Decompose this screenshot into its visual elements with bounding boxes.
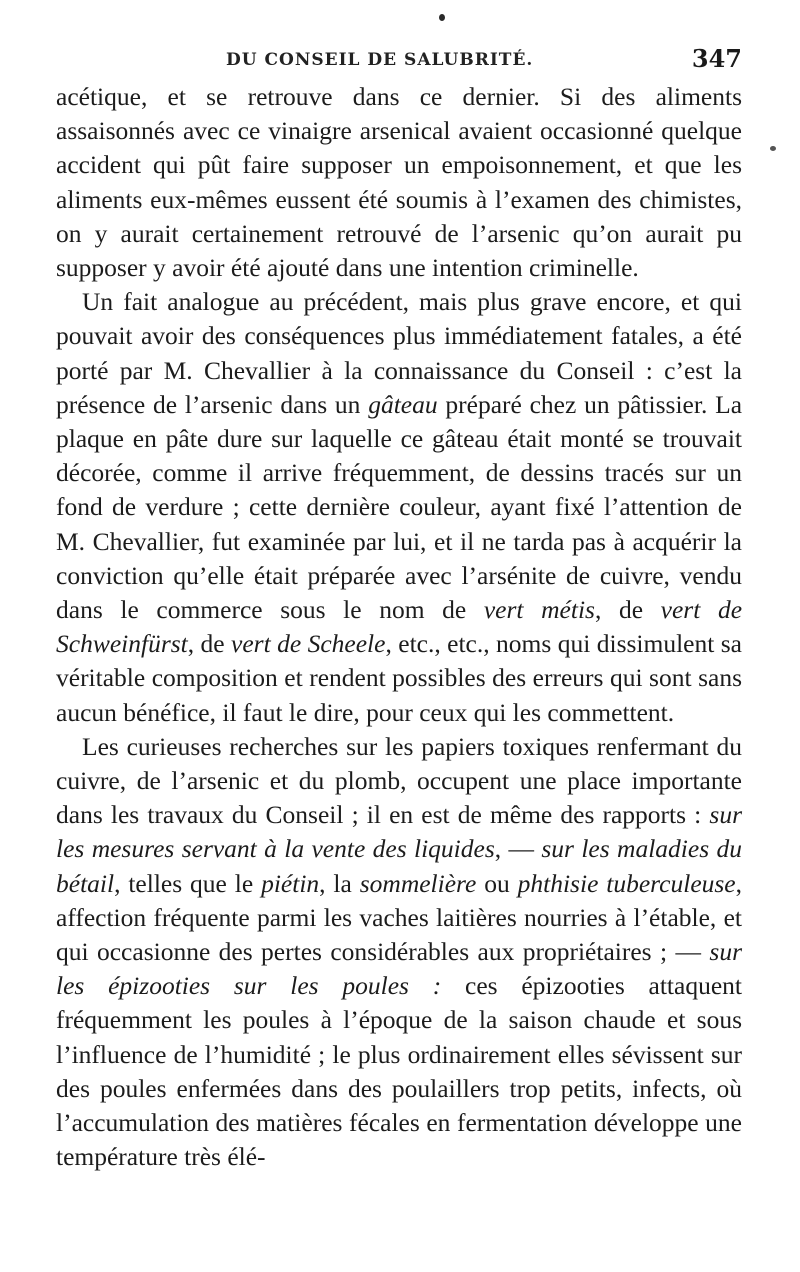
paragraph xyxy=(56,285,742,730)
body-text xyxy=(56,80,742,1175)
text-run: Un fait analogue au précédent, mais plus grave encore, et qui pouvait avoir des conséquences plus immédiatement fatales, a été porté par M. Chevallier à la connaissance du Conseil : c’est la présence de l’arsenic dans un xyxy=(56,287,742,419)
text-run: , etc., etc., noms qui dissimulent sa véritable composition et rendent possibles des erreurs qui sont sans aucun bénéfice, il faut le dire, pour ceux qui les commettent. xyxy=(56,629,742,727)
page-header xyxy=(56,44,742,80)
italic-text: sur les épizooties sur les poules : xyxy=(56,937,742,1001)
text-run: , — xyxy=(494,834,542,864)
paragraph xyxy=(56,80,742,285)
italic-text: sur les maladies du bétail xyxy=(56,834,742,898)
italic-text: vert de Scheele xyxy=(231,629,386,659)
text-run: , telles que le xyxy=(114,868,262,898)
text-run: , la xyxy=(319,868,360,898)
paragraph xyxy=(56,730,742,1175)
text-run: Les curieuses recherches sur les papiers toxiques renfermant du cuivre, de l’arsenic et du plomb, occupent une place importante dans les travaux du Conseil ; il en est de même des rapports : xyxy=(56,731,742,830)
page-number: 347 xyxy=(691,44,742,73)
italic-text: vert de Schweinfürst xyxy=(56,595,743,659)
text-run: ces épizooties attaquent fréquemment les poules à l’époque de la saison chaude et sous l’influence de l’humidité ; le plus ordinairement elles sévissent sur des poules enfermées dans des poulaillers trop petits, infects, où l’accumulation des matières fécales en fermentation développe une température très élé- xyxy=(56,971,742,1172)
text-run: , de xyxy=(187,629,232,659)
italic-text: gâteau xyxy=(368,389,438,419)
italic-text: sur les mesures servant à la vente des liquides xyxy=(56,800,742,864)
text-run: préparé chez un pâtissier. La plaque en pâte dure sur laquelle ce gâteau était monté se trouvait décorée, comme il arrive fréquemment, de dessins tracés sur un fond de verdure ; cette dernière couleur, ayant fixé l’attention de M. Chevallier, fut examinée par lui, et il ne tarda pas à acquérir la conviction qu’elle était préparée avec l’arsénite de cuivre, vendu dans le commerce sous le nom de xyxy=(56,389,743,625)
ink-speck xyxy=(439,14,445,21)
italic-text: sommelière xyxy=(359,868,477,898)
italic-text: piétin xyxy=(261,868,320,898)
italic-text: phthisie tuberculeuse xyxy=(517,868,736,898)
text-run: ou xyxy=(476,868,518,898)
text-run: , de xyxy=(594,595,661,625)
ink-speck xyxy=(770,146,776,151)
text-run: , affection fréquente parmi les vaches laitières nourries à l’étable, et qui occasionne des pertes considérables aux propriétaires ; — xyxy=(56,868,743,967)
italic-text: vert métis xyxy=(483,595,595,625)
text-run: acétique, et se retrouve dans ce dernier. Si des aliments assaisonnés avec ce vinaigre arsenical avaient occasionné quelque accident qui pût faire supposer un empoisonnement, et que les aliments eux-mêmes eussent été soumis à l’examen des chimistes, on y aurait certainement retrouvé de l’arsenic qu’on aurait pu supposer y avoir été ajouté dans une intention criminelle. xyxy=(56,82,742,283)
running-head: DU CONSEIL DE SALUBRITÉ. xyxy=(226,50,534,70)
